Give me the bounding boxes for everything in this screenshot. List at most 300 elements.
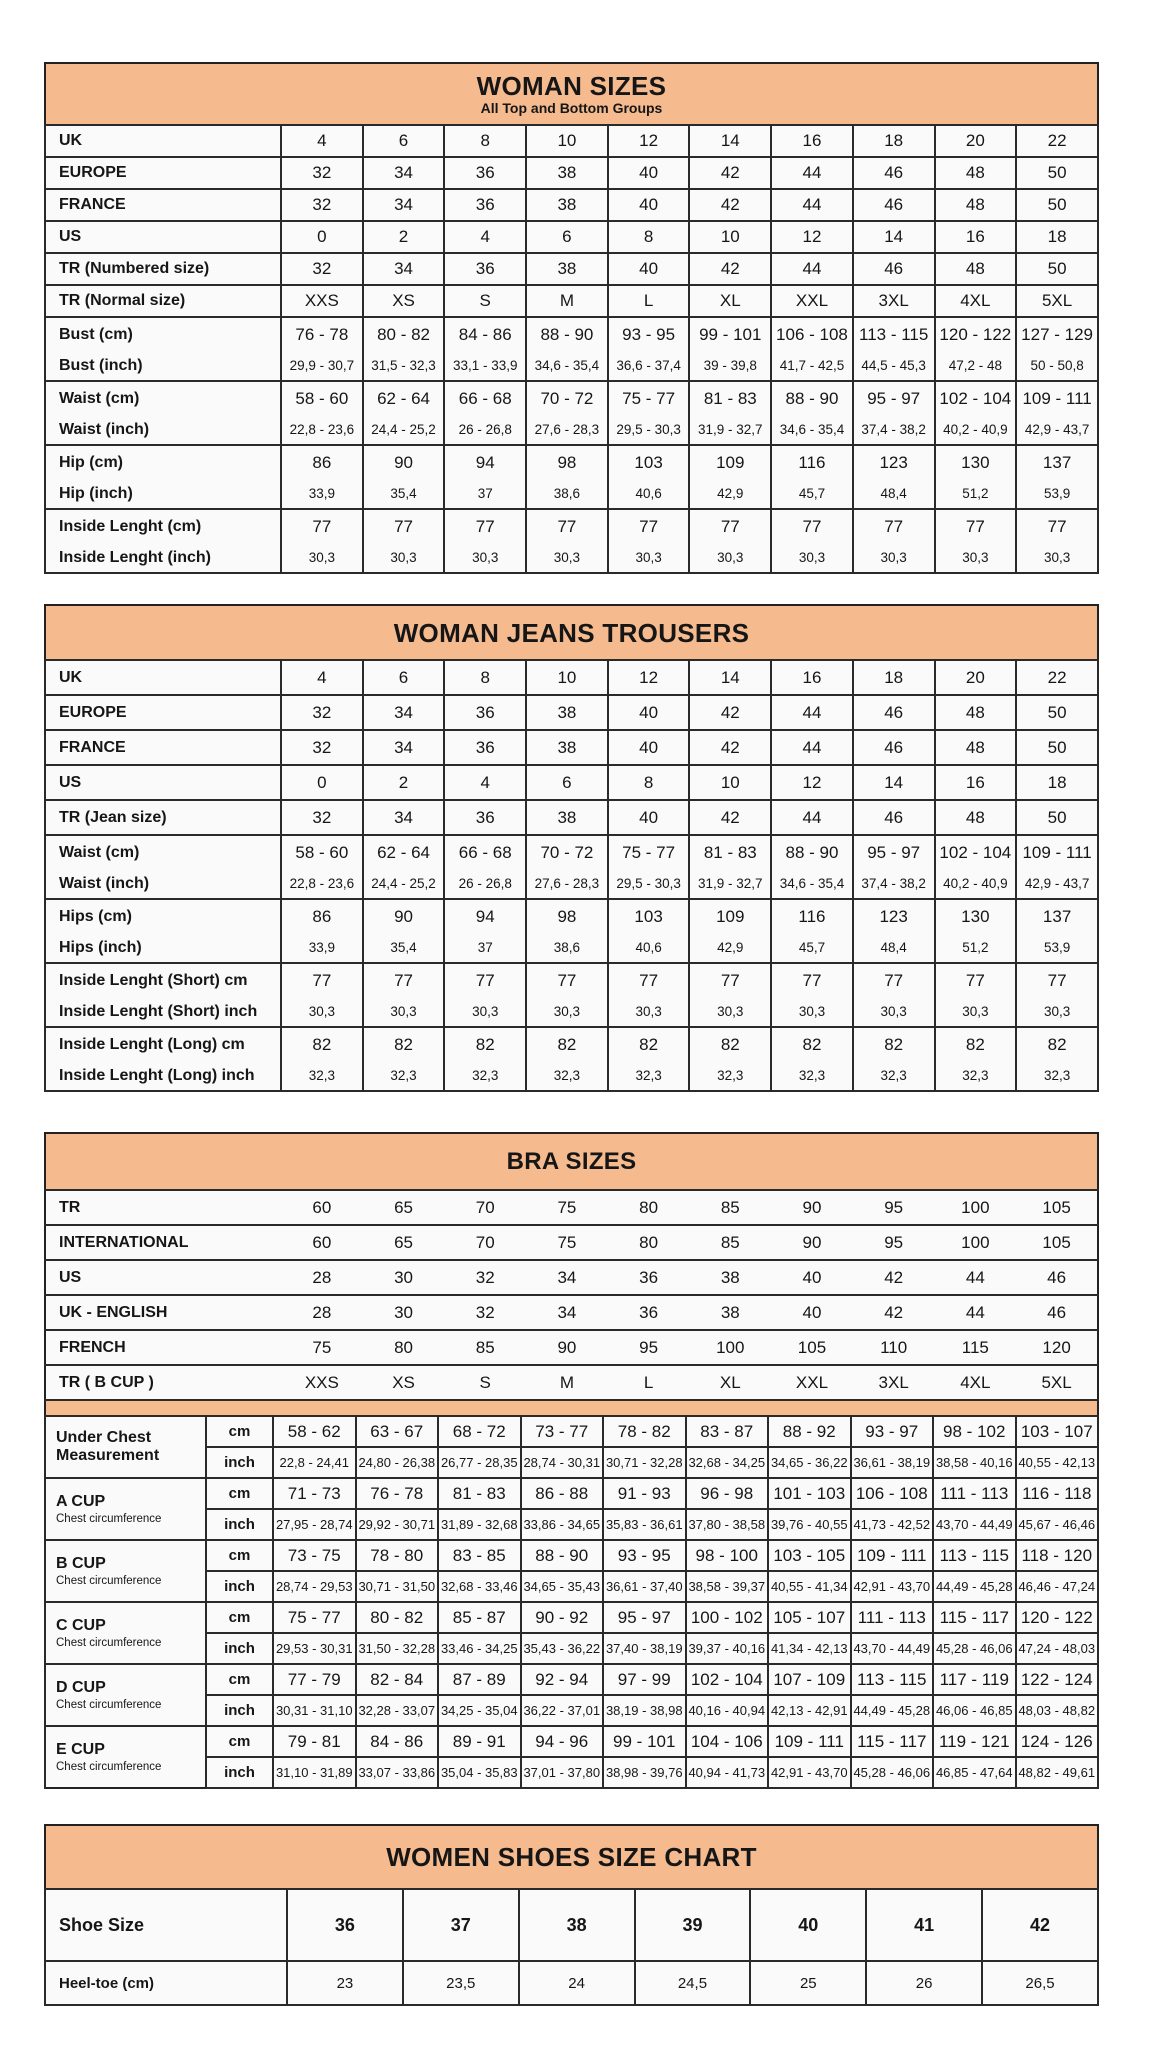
- cell: 40: [608, 253, 690, 285]
- cell: 120: [1016, 1330, 1098, 1365]
- cell: [689, 835, 771, 899]
- cell: 4XL: [935, 1365, 1017, 1400]
- cup-label: A CUP: [56, 1493, 106, 1511]
- inch-value: 50 - 50,8: [1030, 358, 1084, 373]
- table-row: [45, 1478, 1098, 1509]
- inch-value: 41,7 - 42,5: [779, 358, 845, 373]
- cell: 60: [281, 1225, 363, 1260]
- cm-value: 77: [720, 516, 740, 536]
- table-row: [45, 963, 1098, 1027]
- cell: 42: [689, 253, 771, 285]
- table-row: [45, 1225, 1098, 1260]
- cell: 46: [1016, 1295, 1098, 1330]
- row-label-cm: Waist (cm): [59, 389, 140, 407]
- row-label: FRENCH: [45, 1330, 281, 1365]
- inch-value: 29,5 - 30,3: [616, 876, 681, 891]
- cell: 124 - 126: [1016, 1726, 1099, 1757]
- cell: 42: [853, 1295, 935, 1330]
- unit-cm-label: cm: [206, 1726, 273, 1757]
- cell: [608, 963, 690, 1027]
- cell: M: [526, 1365, 608, 1400]
- cell: 70: [444, 1190, 526, 1225]
- row-label: TR (Jean size): [45, 800, 281, 835]
- table-row: [45, 1027, 1098, 1091]
- cell: 32,68 - 34,25: [686, 1447, 769, 1478]
- cell: 48,03 - 48,82: [1016, 1695, 1099, 1726]
- cell: [608, 445, 690, 509]
- cell: [444, 899, 526, 963]
- unit-cm-label: cm: [206, 1602, 273, 1633]
- row-label: [45, 381, 281, 445]
- cell: 3XL: [853, 1365, 935, 1400]
- row-label-cm: Inside Lenght (Short) cm: [59, 971, 248, 989]
- cell: 39,76 - 40,55: [768, 1509, 851, 1540]
- table-row: [45, 765, 1098, 800]
- shoes-title: WOMEN SHOES SIZE CHART: [386, 1842, 757, 1872]
- cell: [526, 381, 608, 445]
- cm-value: 116: [798, 906, 826, 926]
- cell: 86 - 88: [521, 1478, 604, 1509]
- inch-value: 27,6 - 28,3: [534, 422, 600, 437]
- inch-value: 27,6 - 28,3: [534, 876, 600, 891]
- cell: 24,80 - 26,38: [356, 1447, 439, 1478]
- cell: 42: [689, 730, 771, 765]
- cell: 33,86 - 34,65: [521, 1509, 604, 1540]
- inch-value: 30,3: [1043, 550, 1071, 565]
- cell: 6: [363, 125, 445, 157]
- cell: [935, 381, 1017, 445]
- inch-value: 31,5 - 32,3: [371, 358, 436, 373]
- cell: 41,34 - 42,13: [768, 1633, 851, 1664]
- table-row: [45, 730, 1098, 765]
- cell: 80 - 82: [356, 1602, 439, 1633]
- cell: [853, 835, 935, 899]
- cell: 71 - 73: [273, 1478, 356, 1509]
- cell: 107 - 109: [768, 1664, 851, 1695]
- cell: 42: [689, 157, 771, 189]
- row-label: US: [45, 1260, 281, 1295]
- cell: 50: [1016, 730, 1098, 765]
- row-label: FRANCE: [45, 189, 281, 221]
- cell: 44: [935, 1260, 1017, 1295]
- cell: 96 - 98: [686, 1478, 769, 1509]
- cell: 6: [526, 765, 608, 800]
- cell: 106 - 108: [851, 1478, 934, 1509]
- cell: [771, 509, 853, 573]
- row-label-cm: Waist (cm): [59, 843, 140, 861]
- cell: 23: [287, 1961, 403, 2005]
- cell: 78 - 82: [603, 1416, 686, 1447]
- cell: 6: [363, 660, 445, 695]
- cm-value: 70 - 72: [540, 842, 594, 862]
- table-row: [45, 445, 1098, 509]
- cell: 24,5: [635, 1961, 751, 2005]
- row-label-inch: Waist (inch): [59, 874, 150, 892]
- inch-value: 33,9: [308, 486, 335, 501]
- cell: 44,49 - 45,28: [933, 1571, 1016, 1602]
- cell: 5XL: [1016, 1365, 1098, 1400]
- cell: 83 - 85: [438, 1540, 521, 1571]
- table-row: [45, 695, 1098, 730]
- inch-value: 30,3: [553, 550, 581, 565]
- inch-value: 45,7: [798, 940, 826, 955]
- inch-value: 22,8 - 23,6: [289, 876, 355, 891]
- cell: 30,71 - 32,28: [603, 1447, 686, 1478]
- cell: 34: [363, 730, 445, 765]
- cup-sublabel: Chest circumference: [56, 1636, 162, 1649]
- cell: 32: [281, 695, 363, 730]
- cell: 78 - 80: [356, 1540, 439, 1571]
- table-row: [45, 1961, 1098, 2005]
- cm-value: 82: [802, 1034, 822, 1054]
- cm-value: 82: [639, 1034, 659, 1054]
- inch-value: 37,4 - 38,2: [861, 876, 926, 891]
- cell: 95: [608, 1330, 690, 1365]
- inch-value: 29,9 - 30,7: [289, 358, 355, 373]
- cell: 50: [1016, 695, 1098, 730]
- cell: [444, 1027, 526, 1091]
- cell: 40: [608, 800, 690, 835]
- cell: 28: [281, 1260, 363, 1295]
- cup-sublabel: Chest circumference: [56, 1512, 162, 1525]
- cell: 14: [689, 125, 771, 157]
- row-label: US: [45, 765, 281, 800]
- cell: 28,74 - 30,31: [521, 1447, 604, 1478]
- cell: 29,92 - 30,71: [356, 1509, 439, 1540]
- cell: 90 - 92: [521, 1602, 604, 1633]
- cell: [935, 963, 1017, 1027]
- cell: 101 - 103: [768, 1478, 851, 1509]
- row-label-inch: Waist (inch): [59, 420, 150, 438]
- cell: 30: [363, 1295, 445, 1330]
- cell: 40: [608, 695, 690, 730]
- cell: 118 - 120: [1016, 1540, 1099, 1571]
- cm-value: 77: [312, 970, 332, 990]
- cell: 47,24 - 48,03: [1016, 1633, 1099, 1664]
- row-label: TR: [45, 1190, 281, 1225]
- row-label-cm: Hip (cm): [59, 453, 123, 471]
- inch-value: 37,4 - 38,2: [861, 422, 926, 437]
- cell: 31,10 - 31,89: [273, 1757, 356, 1788]
- shoes-section: [44, 1824, 1099, 2006]
- inch-value: 31,9 - 32,7: [698, 876, 763, 891]
- inch-value: 44,5 - 45,3: [861, 358, 926, 373]
- cell: 80: [608, 1190, 690, 1225]
- cell: 45,67 - 46,46: [1016, 1509, 1099, 1540]
- cell: [281, 445, 363, 509]
- cell: 115: [935, 1330, 1017, 1365]
- cell: 8: [444, 125, 526, 157]
- cell: 38: [526, 189, 608, 221]
- cell: 102 - 104: [686, 1664, 769, 1695]
- cell: 34,25 - 35,04: [438, 1695, 521, 1726]
- cell: 105: [771, 1330, 853, 1365]
- cell: 46,46 - 47,24: [1016, 1571, 1099, 1602]
- cell: 44: [771, 695, 853, 730]
- row-label: Shoe Size: [45, 1889, 287, 1961]
- cell: [444, 963, 526, 1027]
- cell: 50: [1016, 800, 1098, 835]
- cell: 44: [771, 730, 853, 765]
- cell: 75 - 77: [273, 1602, 356, 1633]
- table-row: [45, 157, 1098, 189]
- cm-value: 137: [1042, 906, 1072, 926]
- cell: 34: [363, 157, 445, 189]
- cell: 85: [689, 1225, 771, 1260]
- cell: 39: [635, 1889, 751, 1961]
- cell: [444, 509, 526, 573]
- bra-header: [44, 1132, 1099, 1189]
- jeans-title: WOMAN JEANS TROUSERS: [393, 617, 750, 648]
- cell: 34: [363, 253, 445, 285]
- cell: 32: [281, 253, 363, 285]
- cell: 44: [771, 800, 853, 835]
- cell: 70: [444, 1225, 526, 1260]
- cm-value: 77: [557, 516, 577, 536]
- inch-value: 51,2: [962, 486, 989, 501]
- cell: [363, 963, 445, 1027]
- cell: 36,61 - 38,19: [851, 1447, 934, 1478]
- table-row: [45, 1726, 1098, 1757]
- cm-value: 77: [475, 516, 495, 536]
- cell: 92 - 94: [521, 1664, 604, 1695]
- cell: [526, 1027, 608, 1091]
- table-row: [45, 285, 1098, 317]
- cell: 41: [866, 1889, 982, 1961]
- cell: 36,61 - 37,40: [603, 1571, 686, 1602]
- cell: 31,50 - 32,28: [356, 1633, 439, 1664]
- jeans-header: [44, 604, 1099, 659]
- cell: 39,37 - 40,16: [686, 1633, 769, 1664]
- cell: [689, 509, 771, 573]
- inch-value: 42,9: [717, 486, 744, 501]
- table-row: [45, 189, 1098, 221]
- cell: 36: [608, 1260, 690, 1295]
- cell: 77 - 79: [273, 1664, 356, 1695]
- row-label-inch: Inside Lenght (Short) inch: [59, 1002, 258, 1020]
- cm-value: 130: [961, 906, 990, 926]
- woman-sizes-title: WOMAN SIZES: [476, 71, 667, 101]
- cell: 32,28 - 33,07: [356, 1695, 439, 1726]
- row-label-cm: Bust (cm): [59, 325, 133, 343]
- cm-value: 62 - 64: [377, 388, 430, 408]
- cell: 28,74 - 29,53: [273, 1571, 356, 1602]
- bra-divider-strip: [44, 1401, 1099, 1415]
- cell: 36: [287, 1889, 403, 1961]
- inch-value: 30,3: [308, 1004, 335, 1019]
- inch-value: 30,3: [472, 1004, 499, 1019]
- cell: 5XL: [1016, 285, 1098, 317]
- cell: 42: [689, 695, 771, 730]
- cell: 14: [853, 221, 935, 253]
- cell: 73 - 75: [273, 1540, 356, 1571]
- cell: 18: [853, 125, 935, 157]
- cell: [771, 445, 853, 509]
- table-row: [45, 509, 1098, 573]
- cell: 20: [935, 125, 1017, 157]
- inch-value: 24,4 - 25,2: [371, 422, 436, 437]
- cell: 95: [853, 1225, 935, 1260]
- cm-value: 77: [884, 970, 904, 990]
- cell: 89 - 91: [438, 1726, 521, 1757]
- cell: 65: [363, 1225, 445, 1260]
- row-label: TR ( B CUP ): [45, 1365, 281, 1400]
- cell: 58 - 62: [273, 1416, 356, 1447]
- cell: 37: [403, 1889, 519, 1961]
- cell: 40,16 - 40,94: [686, 1695, 769, 1726]
- cell: 10: [689, 765, 771, 800]
- cell: 34,65 - 36,22: [768, 1447, 851, 1478]
- cell: 44,49 - 45,28: [851, 1695, 934, 1726]
- cell: 26: [866, 1961, 982, 2005]
- cell: [1016, 381, 1098, 445]
- cell: [526, 509, 608, 573]
- bra-cups-body: [45, 1416, 1098, 1788]
- cell: XXL: [771, 285, 853, 317]
- inch-value: 42,9 - 43,7: [1024, 876, 1090, 891]
- cell: 115 - 117: [933, 1602, 1016, 1633]
- cell: 73 - 77: [521, 1416, 604, 1447]
- table-row: [45, 125, 1098, 157]
- inch-value: 30,3: [390, 550, 417, 565]
- cell: 94 - 96: [521, 1726, 604, 1757]
- cell: 20: [935, 660, 1017, 695]
- cell: 48: [935, 695, 1017, 730]
- cm-value: 94: [475, 906, 495, 926]
- cell: 26,77 - 28,35: [438, 1447, 521, 1478]
- cm-value: 82: [312, 1034, 332, 1054]
- cell: 40: [771, 1260, 853, 1295]
- row-label-cm: Hips (cm): [59, 907, 132, 925]
- cell: 45,28 - 46,06: [933, 1633, 1016, 1664]
- cell: 110: [853, 1330, 935, 1365]
- cell: 16: [771, 660, 853, 695]
- row-label-inch: Hip (inch): [59, 484, 133, 502]
- cell: [771, 1027, 853, 1091]
- cell: 88 - 92: [768, 1416, 851, 1447]
- cell: 4: [281, 660, 363, 695]
- cm-value: 81 - 83: [703, 388, 757, 408]
- cell: 38: [526, 800, 608, 835]
- cell: 36: [444, 157, 526, 189]
- row-label: FRANCE: [45, 730, 281, 765]
- cell: 16: [935, 221, 1017, 253]
- cell: 40: [608, 730, 690, 765]
- cell: 45,28 - 46,06: [851, 1757, 934, 1788]
- cm-value: 58 - 60: [295, 388, 349, 408]
- cell: 40: [771, 1295, 853, 1330]
- cell: 42: [853, 1260, 935, 1295]
- inch-value: 35,4: [390, 486, 417, 501]
- cell: 32: [444, 1295, 526, 1330]
- cell: 93 - 97: [851, 1416, 934, 1447]
- cell: 120 - 122: [1016, 1602, 1099, 1633]
- row-label: Heel-toe (cm): [45, 1961, 287, 2005]
- cell: 2: [363, 765, 445, 800]
- row-label: US: [45, 221, 281, 253]
- cell: [853, 963, 935, 1027]
- cell: XS: [363, 285, 445, 317]
- inch-value: 30,3: [1043, 1004, 1071, 1019]
- cm-value: 77: [802, 516, 822, 536]
- cell: 50: [1016, 189, 1098, 221]
- cm-value: 77: [884, 516, 904, 536]
- cell: 40: [608, 157, 690, 189]
- cell: 65: [363, 1190, 445, 1225]
- cell: 16: [771, 125, 853, 157]
- table-row: [45, 899, 1098, 963]
- bra-band-body: [45, 1190, 1098, 1400]
- inch-value: 32,3: [390, 1068, 417, 1083]
- cell: [526, 445, 608, 509]
- cell: [771, 835, 853, 899]
- row-label: [45, 1664, 206, 1726]
- inch-value: 37: [477, 940, 493, 955]
- inch-value: 32,3: [717, 1068, 744, 1083]
- cell: 79 - 81: [273, 1726, 356, 1757]
- cell: 48: [935, 189, 1017, 221]
- cell: 35,04 - 35,83: [438, 1757, 521, 1788]
- cell: 40,94 - 41,73: [686, 1757, 769, 1788]
- cell: [689, 1027, 771, 1091]
- cell: 40: [608, 189, 690, 221]
- cell: 40,55 - 41,34: [768, 1571, 851, 1602]
- cell: [526, 317, 608, 381]
- cm-value: 62 - 64: [377, 842, 430, 862]
- cm-value: 75 - 77: [622, 842, 676, 862]
- cell: 48: [935, 253, 1017, 285]
- cell: [526, 835, 608, 899]
- cm-value: 123: [879, 452, 908, 472]
- cell: 99 - 101: [603, 1726, 686, 1757]
- cm-value: 75 - 77: [622, 388, 676, 408]
- cell: 4: [444, 221, 526, 253]
- cm-value: 130: [961, 452, 990, 472]
- shoes-grid: [44, 1888, 1099, 2006]
- jeans-section: [44, 604, 1099, 1092]
- cell: 22: [1016, 125, 1098, 157]
- cell: 88 - 90: [521, 1540, 604, 1571]
- cm-value: 99 - 101: [699, 324, 762, 344]
- inch-value: 26 - 26,8: [458, 876, 512, 891]
- cell: 10: [689, 221, 771, 253]
- inch-value: 26 - 26,8: [458, 422, 512, 437]
- cell: [689, 963, 771, 1027]
- table-row: [45, 660, 1098, 695]
- cm-value: 70 - 72: [540, 388, 594, 408]
- cell: 111 - 113: [933, 1478, 1016, 1509]
- cm-value: 109 - 111: [1022, 388, 1092, 408]
- cell: 46: [853, 695, 935, 730]
- cell: 42: [689, 189, 771, 221]
- cell: 8: [608, 221, 690, 253]
- unit-inch-label: inch: [206, 1757, 273, 1788]
- cell: 105 - 107: [768, 1602, 851, 1633]
- cell: 34: [363, 800, 445, 835]
- cm-value: 77: [965, 970, 985, 990]
- row-label: TR (Numbered size): [45, 253, 281, 285]
- inch-value: 29,5 - 30,3: [616, 422, 681, 437]
- cell: 119 - 121: [933, 1726, 1016, 1757]
- cell: 24: [519, 1961, 635, 2005]
- cell: 37,80 - 38,58: [686, 1509, 769, 1540]
- cell: [363, 445, 445, 509]
- cell: 38: [526, 695, 608, 730]
- cell: [526, 963, 608, 1027]
- cell: 28: [281, 1295, 363, 1330]
- cell: 98 - 102: [933, 1416, 1016, 1447]
- cell: 40: [750, 1889, 866, 1961]
